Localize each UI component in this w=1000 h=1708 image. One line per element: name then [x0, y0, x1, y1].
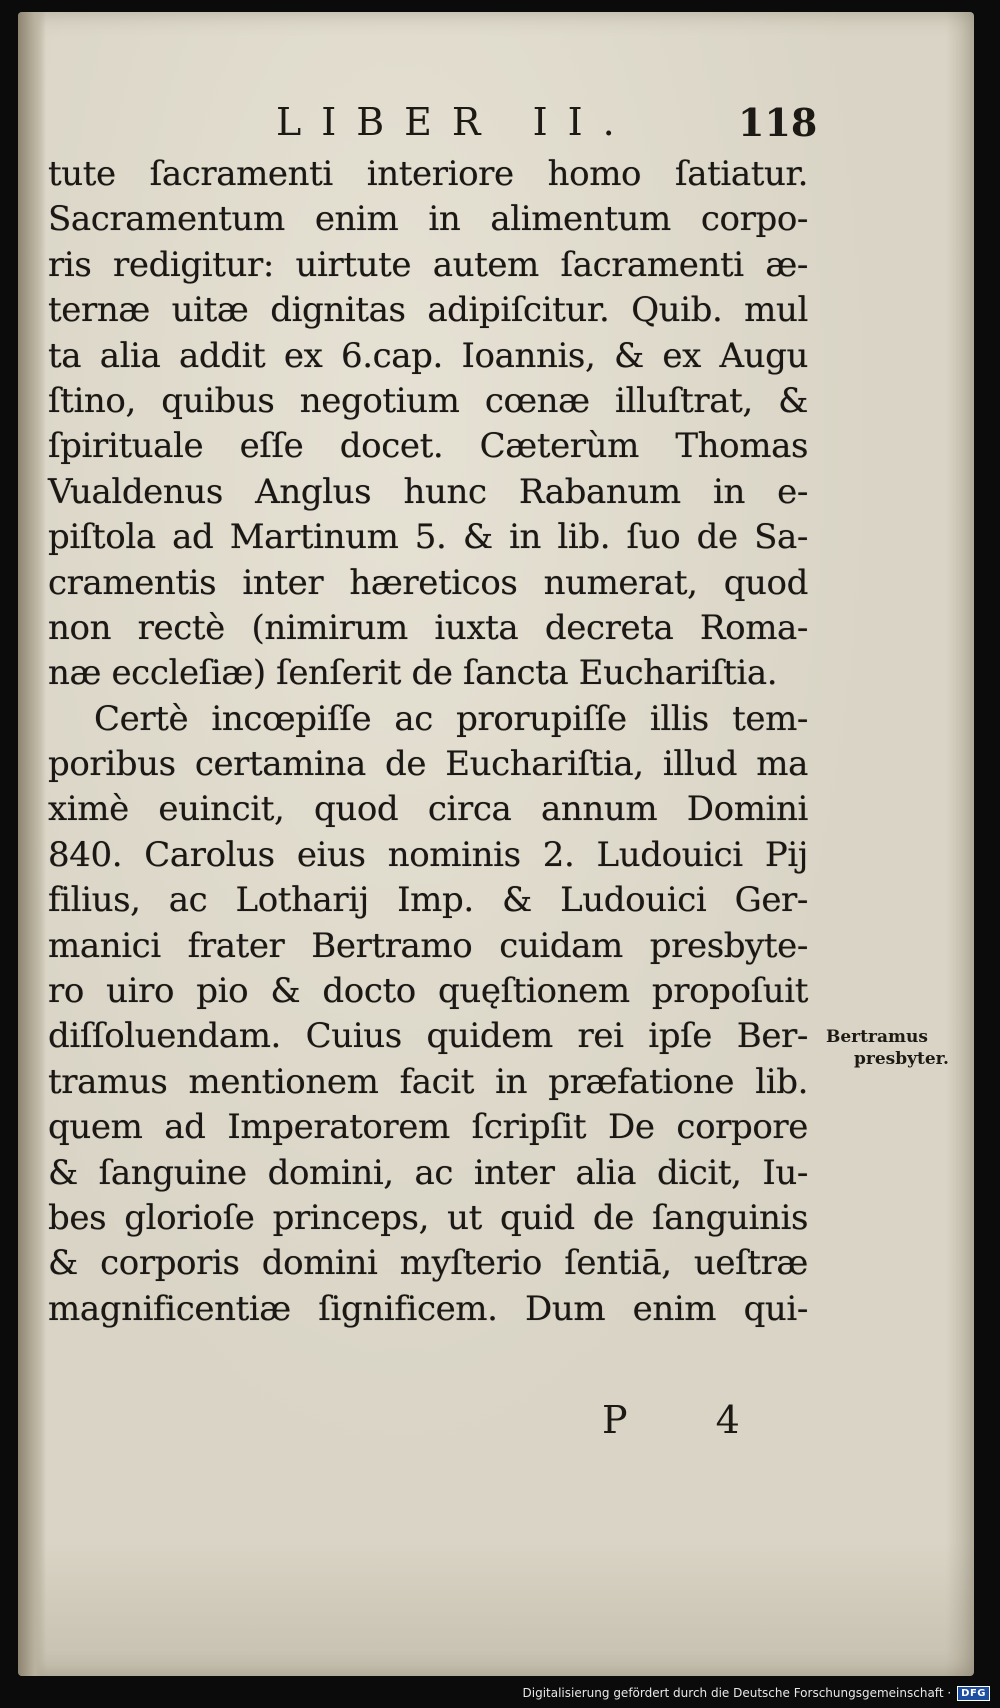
signature-mark: P 4: [602, 1398, 778, 1442]
digitization-footer: [523, 1682, 990, 1704]
text-line: Certè incœpiſſe ac prorupiſſe illis tem-: [94, 698, 808, 739]
text-line: quem ad Imperatorem ſcripſit De corpore: [48, 1107, 808, 1148]
text-line: & corporis domini myſterio ſentiā, ueſtræ: [48, 1243, 808, 1284]
running-head-title: LIBER II.: [276, 100, 635, 144]
page-number: 118: [738, 100, 818, 145]
text-line: ſpirituale eſſe docet. Cæterùm Thomas: [48, 426, 808, 467]
text-line: & ſanguine domini, ac inter alia dicit, Iu-: [48, 1152, 808, 1193]
text-line: cramentis inter hæreticos numerat, quod: [48, 562, 808, 603]
text-line: bes glorioſe princeps, ut quid de ſanguinis: [48, 1197, 808, 1238]
text-line: magnificentiæ ſignificem. Dum enim qui-: [48, 1288, 808, 1329]
text-line: piſtola ad Martinum 5. & in lib. ſuo de Sa-: [48, 517, 808, 558]
text-line: 840. Carolus eius nominis 2. Ludouici Pij: [48, 834, 808, 875]
dfg-logo: DFG: [957, 1686, 990, 1701]
body-text: [48, 152, 808, 1332]
text-line: tute ſacramenti interiore homo ſatiatur.: [48, 154, 808, 194]
marginal-note: [826, 1026, 956, 1070]
text-line: ximè euincit, quod circa annum Domini: [48, 789, 808, 830]
marginal-note-line: Bertramus: [826, 1027, 928, 1047]
marginal-note-line: presbyter.: [854, 1049, 949, 1069]
text-line: manici frater Bertramo cuidam presbyte-: [48, 925, 808, 966]
text-line: ro uiro pio & docto quęſtionem propoſuit: [48, 971, 808, 1012]
text-line: filius, ac Lotharij Imp. & Ludouici Ger-: [48, 880, 808, 921]
text-line: non rectè (nimirum iuxta decreta Roma-: [48, 607, 808, 648]
funding-credit: Digitalisierung gefördert durch die Deutsche Forschungsgemeinschaft ·: [522, 1686, 952, 1700]
text-line: diſſoluendam. Cuius quidem rei ipſe Ber-: [48, 1016, 808, 1057]
text-line: Sacramentum enim in alimentum corpo-: [48, 199, 808, 240]
text-line: ta alia addit ex 6.cap. Ioannis, & ex Augu: [48, 335, 808, 376]
running-head: [18, 100, 974, 150]
text-line: ris redigitur: uirtute autem ſacramenti æ-: [48, 244, 808, 285]
text-line: tramus mentionem facit in præfatione lib.: [48, 1061, 808, 1102]
text-line: ternæ uitæ dignitas adipiſcitur. Quib. mul: [48, 290, 808, 331]
text-line: ſtino, quibus negotium cœnæ illuſtrat, &: [48, 380, 808, 421]
text-line: Vualdenus Anglus hunc Rabanum in e-: [48, 471, 808, 512]
book-page: [18, 12, 974, 1676]
text-line: næ eccleſiæ) ſenſerit de ſancta Euchariſtia.: [48, 653, 778, 694]
text-line: poribus certamina de Euchariſtia, illud ma: [48, 744, 808, 785]
page-gutter-shadow: [18, 12, 46, 1676]
